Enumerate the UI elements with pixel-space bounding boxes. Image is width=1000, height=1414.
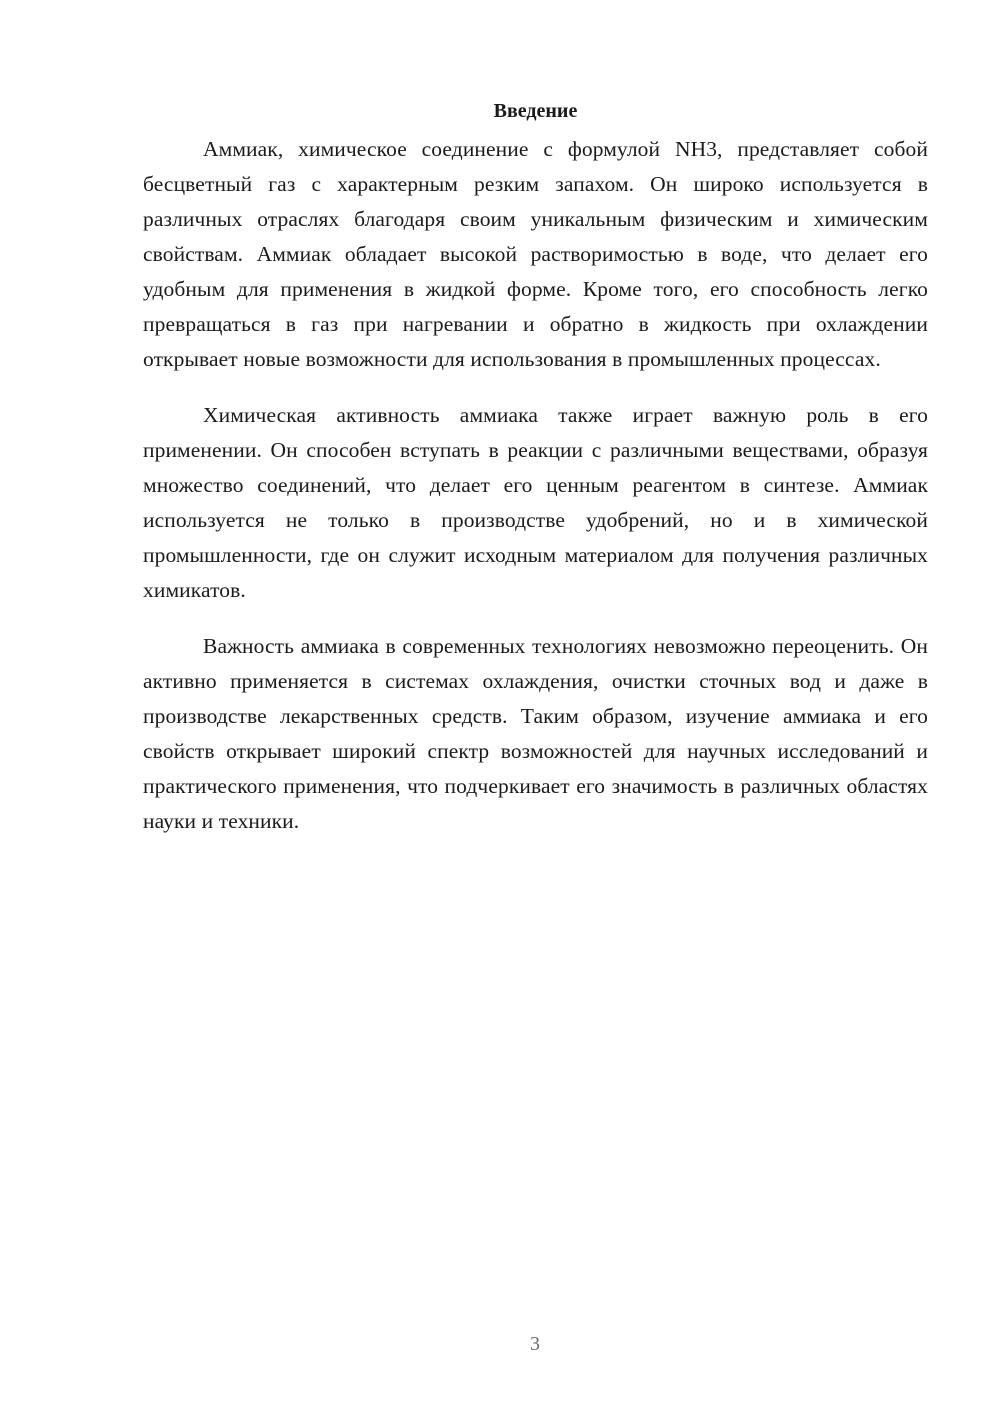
- page-content: [143, 96, 928, 860]
- paragraph-2: Химическая активность аммиака также играет важную роль в его применении. Он способен вступать в реакции с различными веществами, образуя множество соединений, что делает его ценным реагентом в синтезе. Аммиак используется не только в производстве удобрений, но и в химической промышленности, где он служит исходным материалом для получения различных химикатов.: [143, 403, 928, 602]
- page-number: 3: [530, 1333, 540, 1355]
- section-heading: Введение: [493, 100, 578, 122]
- paragraph-1: Аммиак, химическое соединение с формулой NH3, представляет собой бесцветный газ с характерным резким запахом. Он широко используется в различных отраслях благодаря своим уникальным физическим и химическим свойствам. Аммиак обладает высокой растворимостью в воде, что делает его удобным для применения в жидкой форме. Кроме того, его способность легко превращаться в газ при нагревании и обратно в жидкость при охлаждении открывает новые возможности для использования в промышленных процессах.: [143, 137, 928, 371]
- paragraph-3: Важность аммиака в современных технологиях невозможно переоценить. Он активно применяется в системах охлаждения, очистки сточных вод и даже в производстве лекарственных средств. Таким образом, изучение аммиака и его свойств открывает широкий спектр возможностей для научных исследований и практического применения, что подчеркивает его значимость в различных областях науки и техники.: [143, 634, 928, 833]
